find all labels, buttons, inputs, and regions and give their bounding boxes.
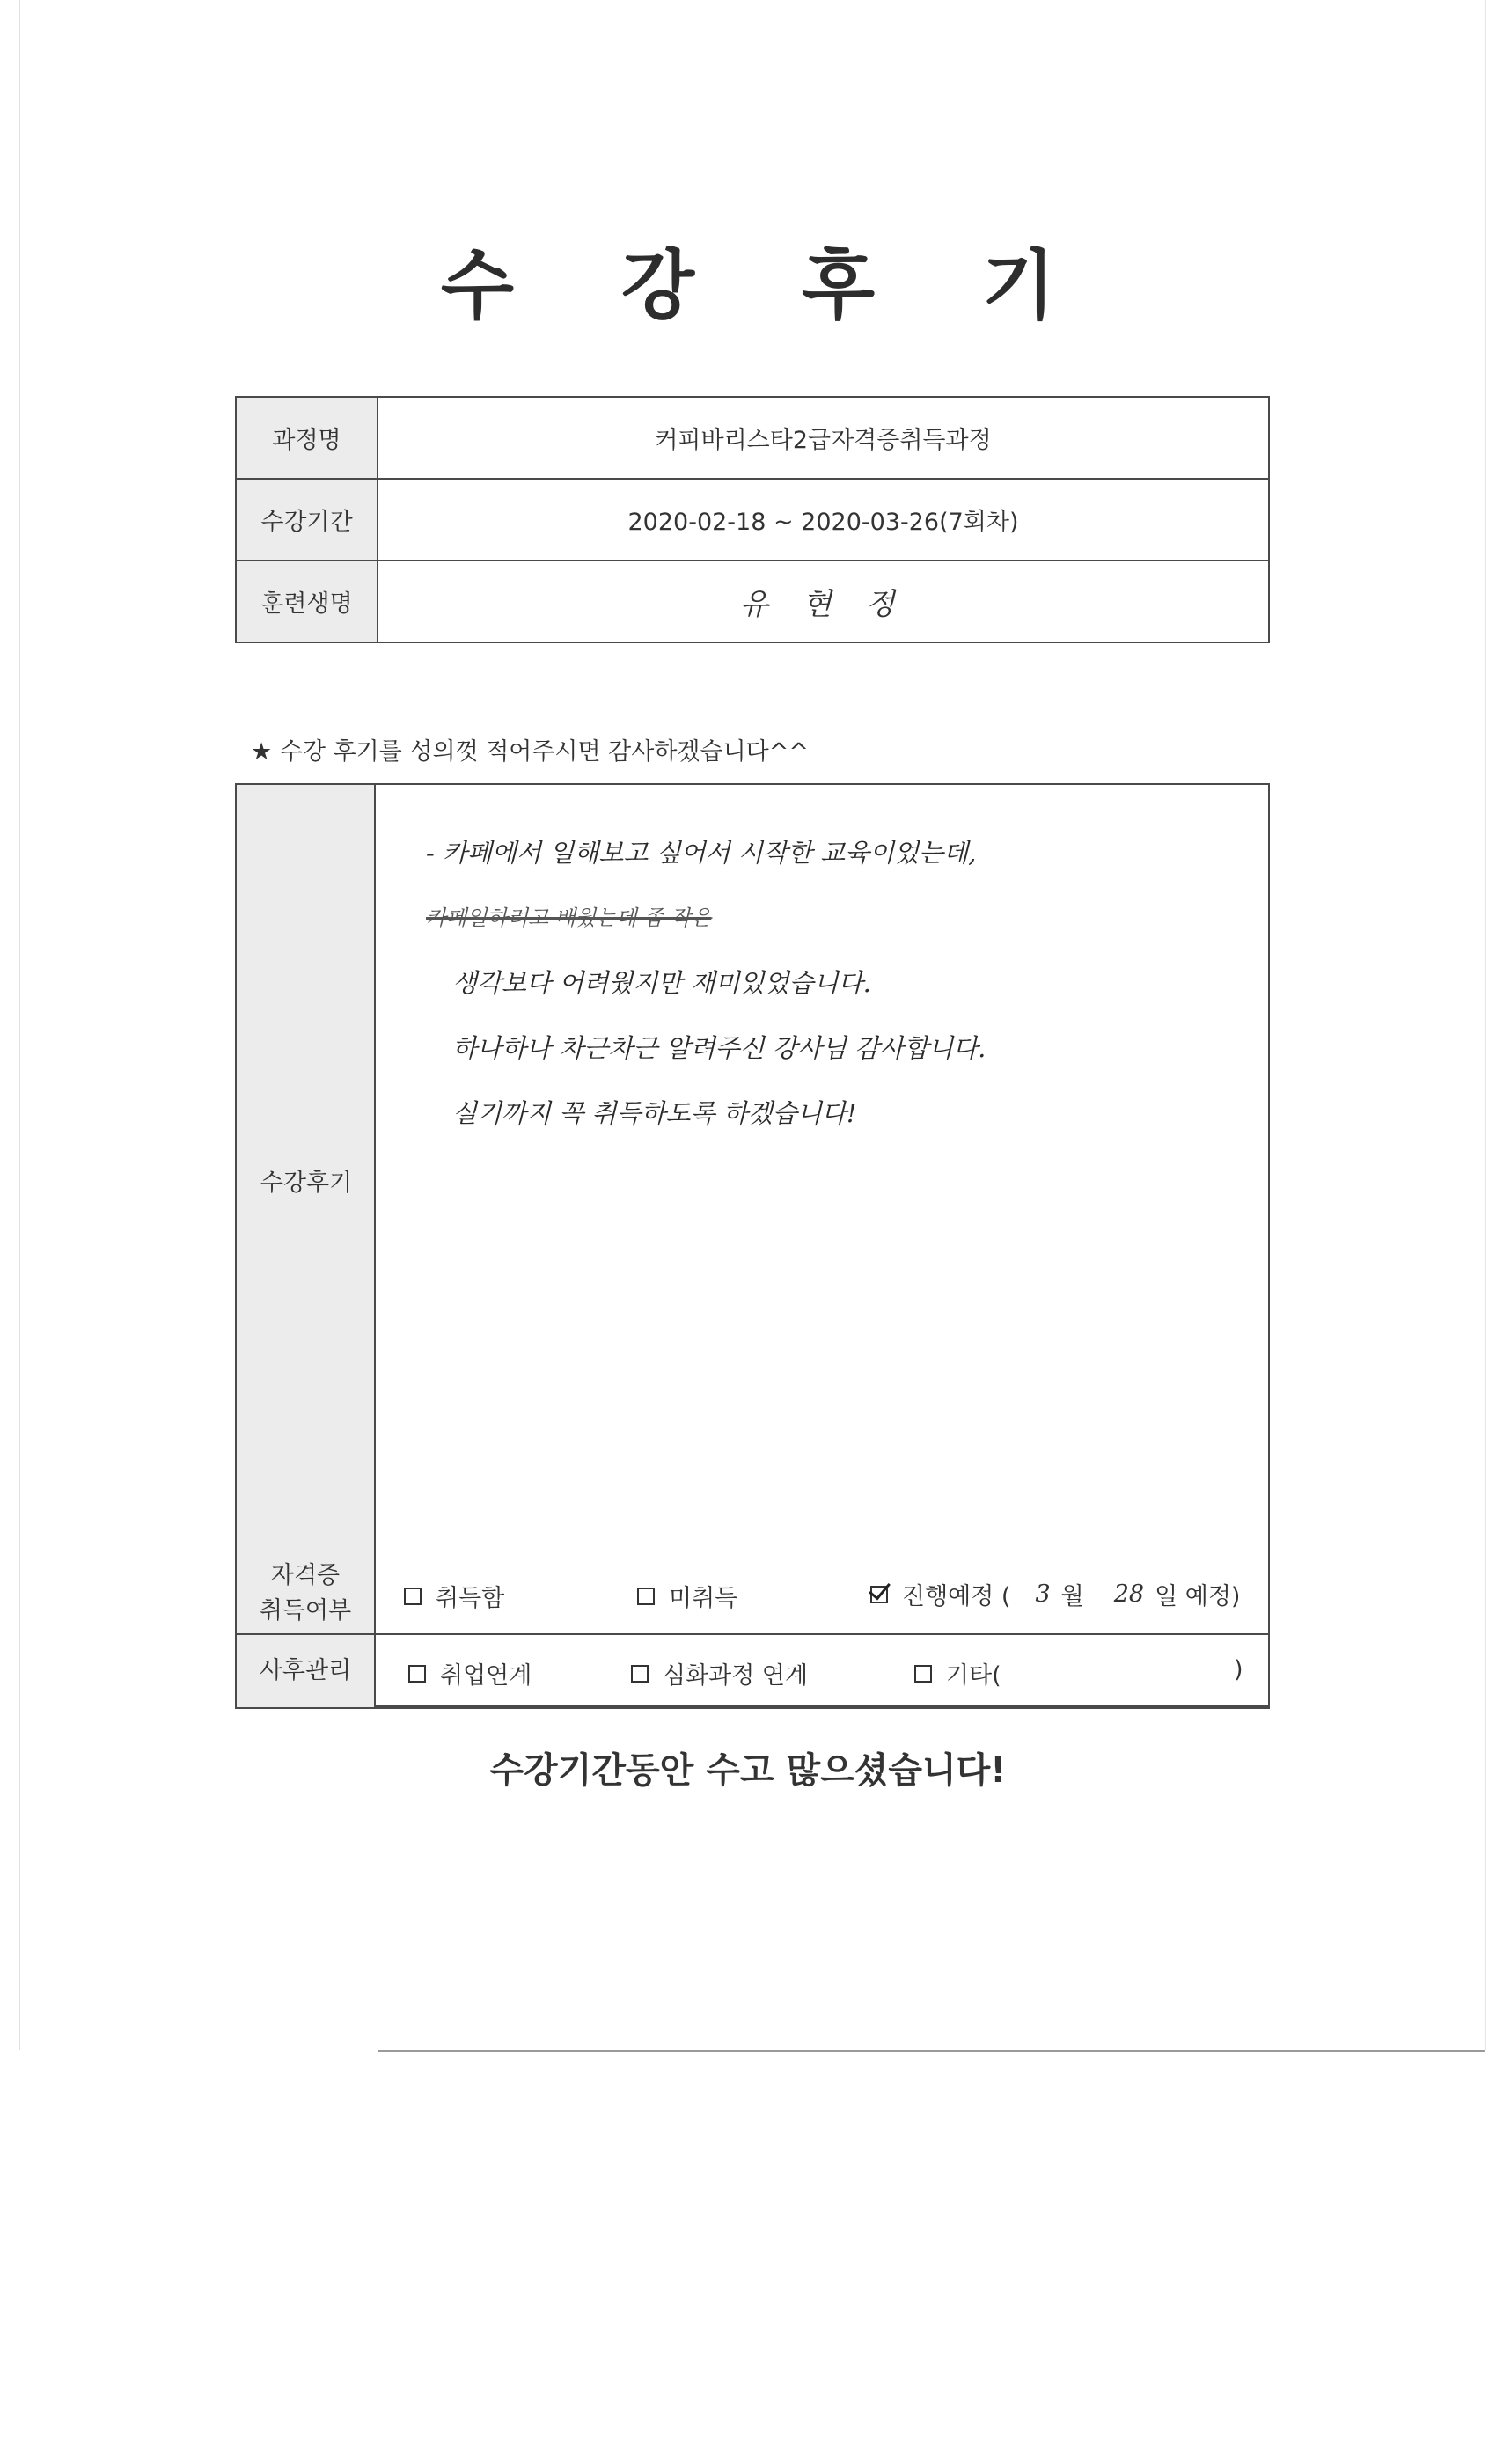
option-other[interactable] <box>914 1656 1001 1690</box>
option-in-progress-label: 진행예정 ( <box>902 1583 1011 1610</box>
option-employment-label: 취업연계 <box>440 1662 532 1690</box>
other-close-paren: ) <box>1234 1656 1243 1683</box>
page-title: 수 강 후 기 <box>440 242 1096 330</box>
month-unit: 월 <box>1060 1583 1084 1610</box>
option-obtained-label: 취득함 <box>436 1585 505 1612</box>
scan-bottom-edge <box>378 2050 1485 2052</box>
option-employment[interactable] <box>408 1656 532 1690</box>
exam-day: 28 <box>1113 1580 1145 1608</box>
certificate-label-line1: 자격증 <box>270 1562 341 1589</box>
review-text <box>426 820 1218 1146</box>
info-table <box>235 396 1270 643</box>
exam-month: 3 <box>1035 1580 1051 1608</box>
review-line: 하나하나 차근차근 알려주신 강사님 감사합니다. <box>452 1033 986 1063</box>
day-unit: 일 예정) <box>1155 1583 1241 1610</box>
review-line: 실기까지 꼭 취득하도록 하겠습니다! <box>452 1098 857 1128</box>
option-not-obtained-label: 미취득 <box>669 1585 738 1612</box>
course-value: 커피바리스타2급자격증취득과정 <box>378 397 1269 479</box>
option-in-progress[interactable] <box>870 1577 1240 1611</box>
checkbox-icon[interactable] <box>631 1665 649 1683</box>
option-advanced[interactable] <box>631 1656 808 1690</box>
checkbox-icon[interactable] <box>408 1665 426 1683</box>
review-label: 수강후기 <box>260 1170 353 1197</box>
option-not-obtained[interactable] <box>637 1579 737 1613</box>
review-notice: ★ 수강 후기를 성의껏 적어주시면 감사하겠습니다^^ <box>251 738 810 766</box>
certificate-label <box>237 1554 376 1633</box>
option-other-label: 기타( <box>946 1662 1001 1690</box>
option-obtained[interactable] <box>404 1579 504 1613</box>
certificate-row <box>235 1554 1270 1635</box>
checkbox-icon[interactable] <box>637 1588 655 1605</box>
table-row <box>236 479 1269 561</box>
checked-checkbox-icon[interactable] <box>870 1586 888 1603</box>
review-line: 생각보다 어려웠지만 재미있었습니다. <box>452 968 871 998</box>
period-value: 2020-02-18 ~ 2020-03-26(7회차) <box>378 479 1269 561</box>
checkbox-icon[interactable] <box>404 1588 422 1605</box>
closing-message: 수강기간동안 수고 많으셨습니다! <box>489 1750 1007 1791</box>
option-advanced-label: 심화과정 연계 <box>663 1662 809 1690</box>
trainee-name: 유 현 정 <box>378 561 1269 642</box>
review-line-struck: 카페일하려고 배웠는데 좀 작은 <box>426 906 712 930</box>
certificate-label-line2: 취득여부 <box>259 1597 352 1624</box>
course-label: 과정명 <box>236 397 378 479</box>
period-label: 수강기간 <box>236 479 378 561</box>
review-line: - 카페에서 일해보고 싶어서 시작한 교육이었는데, <box>426 838 977 868</box>
checkbox-icon[interactable] <box>914 1665 932 1683</box>
trainee-label: 훈련생명 <box>236 561 378 642</box>
table-row <box>236 397 1269 479</box>
aftercare-row <box>235 1635 1270 1709</box>
table-row <box>236 561 1269 642</box>
aftercare-label: 사후관리 <box>237 1635 376 1707</box>
